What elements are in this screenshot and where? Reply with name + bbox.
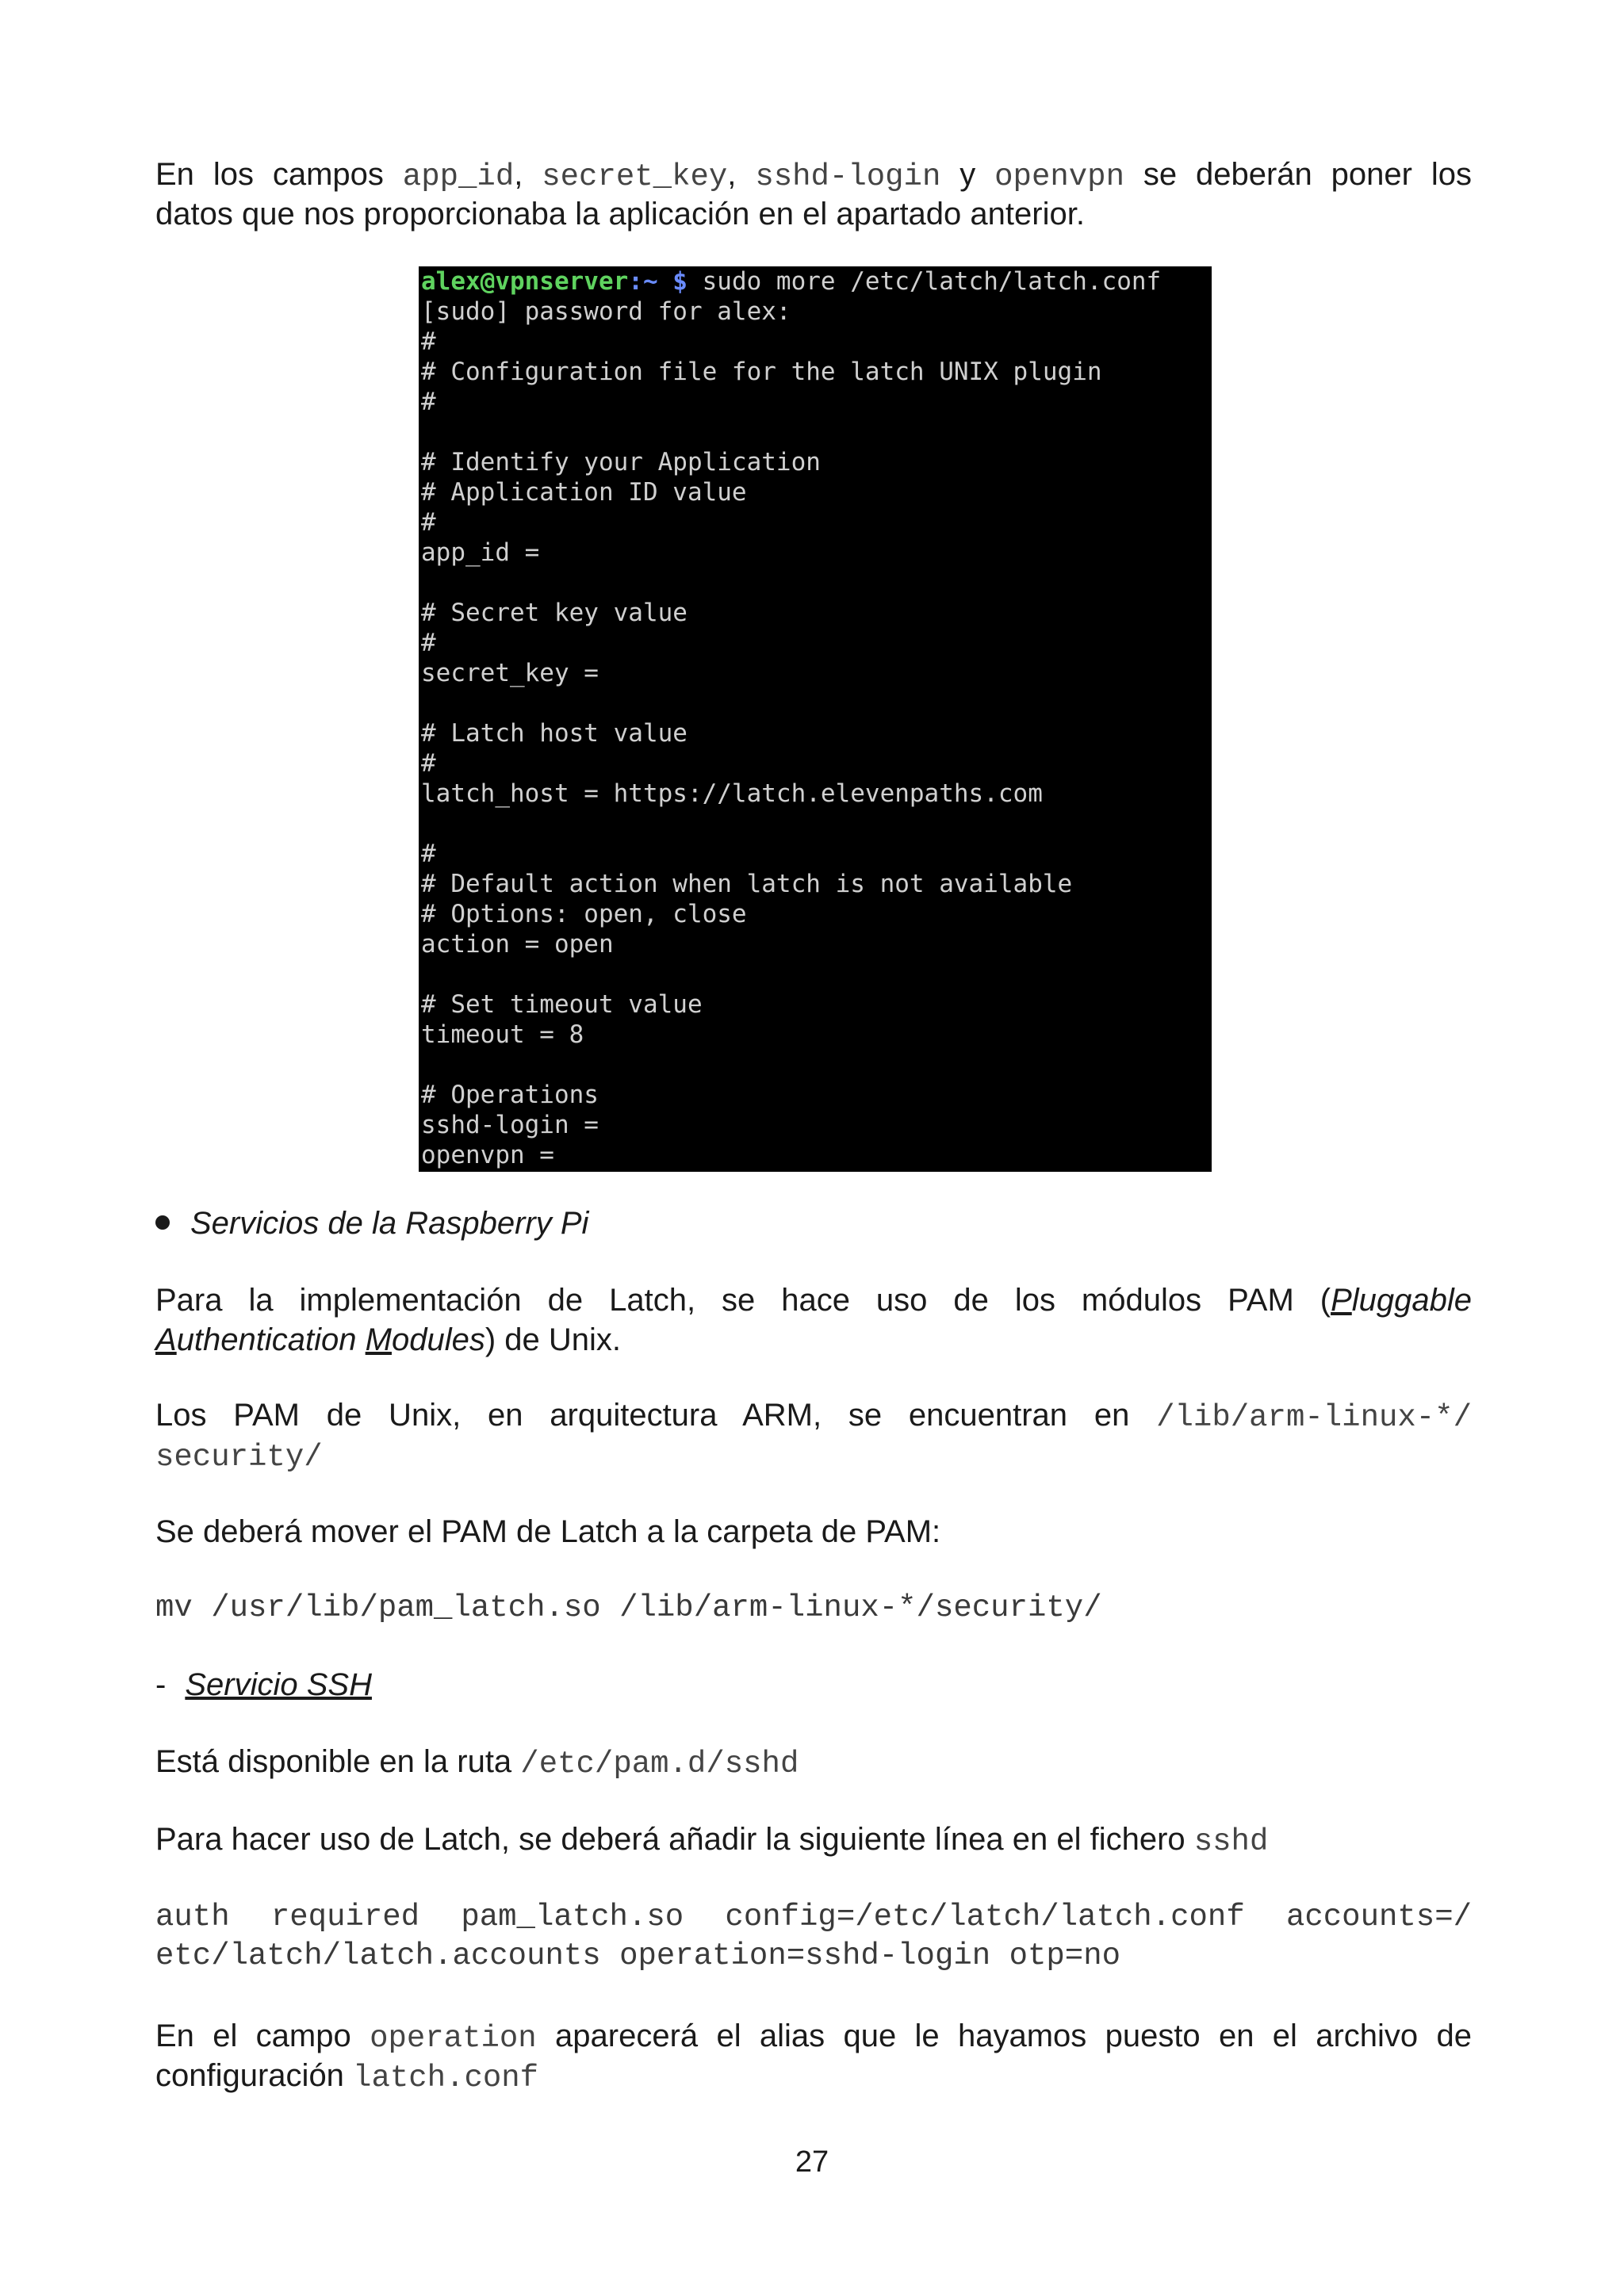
ssh-heading: - Servicio SSH: [155, 1667, 372, 1702]
code-app-id: app_id: [402, 159, 515, 194]
bullet-dot-icon: [155, 1215, 170, 1230]
terminal-line: secret_key =: [421, 659, 599, 687]
terminal-line: latch_host = https://latch.elevenpaths.com: [421, 779, 1043, 808]
operation-line-2: configuración latch.conf: [155, 2058, 539, 2095]
terminal-prompt-line: alex@vpnserver:~ $ sudo more /etc/latch/latch.conf: [421, 267, 1162, 296]
terminal-line: #: [421, 508, 436, 537]
terminal-line: #: [421, 629, 436, 657]
terminal-line: openvpn =: [421, 1141, 554, 1169]
terminal-line: app_id =: [421, 538, 540, 567]
terminal-line: # Configuration file for the latch UNIX plugin: [421, 358, 1102, 386]
auth-line-1: auth required pam_latch.so config=/etc/latch/latch.conf accounts=/: [155, 1900, 1472, 1934]
terminal-line: # Application ID value: [421, 478, 747, 507]
arm-line-2: security/: [155, 1440, 323, 1475]
terminal-line: [419, 959, 1212, 989]
terminal-line: #: [421, 388, 436, 416]
terminal-line: sshd-login =: [421, 1111, 599, 1139]
page-number: 27: [795, 2145, 829, 2179]
terminal-line: [419, 809, 1212, 839]
terminal-line: # Operations: [421, 1081, 599, 1109]
terminal-line: # Latch host value: [421, 719, 688, 748]
arm-line-1: Los PAM de Unix, en arquitectura ARM, se encuentran en /lib/arm-linux-*/: [155, 1398, 1472, 1435]
add-line-text: Para hacer uso de Latch, se deberá añadir la siguiente línea en el fichero sshd: [155, 1822, 1269, 1859]
auth-line-2: etc/latch/latch.accounts operation=sshd-login otp=no: [155, 1938, 1120, 1973]
terminal-line: # Set timeout value: [421, 990, 703, 1019]
move-text: Se deberá mover el PAM de Latch a la carpeta de PAM:: [155, 1514, 941, 1549]
pam-line-1: Para la implementación de Latch, se hace uso de los módulos PAM (Pluggable: [155, 1283, 1472, 1318]
ssh-path-line: Está disponible en la ruta /etc/pam.d/sshd: [155, 1744, 799, 1781]
terminal-output: [419, 297, 1212, 1170]
terminal-line: #: [421, 840, 436, 868]
code-openvpn: openvpn: [994, 159, 1124, 194]
terminal-line: #: [421, 327, 436, 356]
dash-marker: -: [155, 1667, 167, 1702]
operation-line-1: En el campo operation aparecerá el alias que le hayamos puesto en el archivo de: [155, 2019, 1472, 2056]
move-command: mv /usr/lib/pam_latch.so /lib/arm-linux-*/security/: [155, 1590, 1102, 1625]
terminal-line: action = open: [421, 930, 614, 959]
code-sshd-login: sshd-login: [755, 159, 941, 194]
intro-line-1: En los campos app_id, secret_key, sshd-login y openvpn se deberán poner los: [155, 157, 1473, 194]
terminal-line: #: [421, 749, 436, 778]
intro-line-2: datos que nos proporcionaba la aplicación en el apartado anterior.: [155, 197, 1085, 232]
terminal-line: # Options: open, close: [421, 900, 747, 928]
terminal-line: [419, 417, 1212, 447]
terminal-line: [sudo] password for alex:: [421, 297, 791, 326]
terminal-line: [419, 568, 1212, 598]
terminal-line: timeout = 8: [421, 1020, 584, 1049]
bullet-item-services: Servicios de la Raspberry Pi: [155, 1203, 1472, 1243]
terminal-line: [419, 1050, 1212, 1080]
code-secret-key: secret_key: [542, 159, 728, 194]
terminal-line: [419, 688, 1212, 718]
terminal-line: # Identify your Application: [421, 448, 821, 476]
terminal-screenshot: [419, 266, 1212, 1172]
pam-line-2: Authentication Modules) de Unix.: [155, 1322, 622, 1357]
terminal-line: # Secret key value: [421, 599, 688, 627]
terminal-line: # Default action when latch is not available: [421, 870, 1073, 898]
